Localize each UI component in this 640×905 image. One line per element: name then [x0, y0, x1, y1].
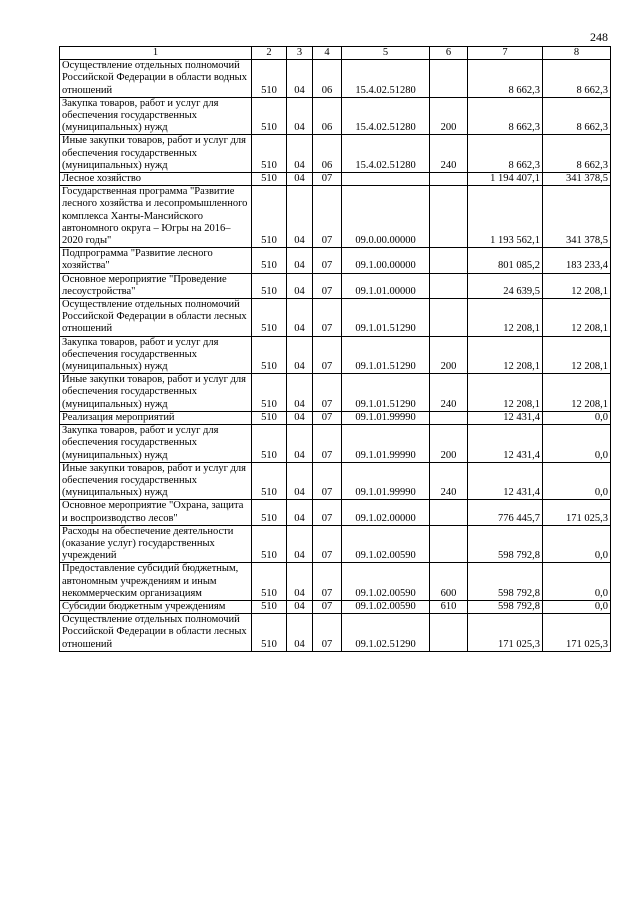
- table-row: [60, 462, 611, 500]
- table-row: [60, 411, 611, 424]
- target-article-cell: 09.1.01.99990: [342, 425, 430, 463]
- amount-cell: 0,0: [543, 462, 611, 500]
- amount-cell: 598 792,8: [468, 563, 543, 601]
- admin-code-cell: 510: [252, 614, 287, 652]
- target-article-cell: 09.1.00.00000: [342, 248, 430, 273]
- amount-cell: 598 792,8: [468, 600, 543, 613]
- amount-cell: 0,0: [543, 525, 611, 563]
- admin-code-cell: 510: [252, 500, 287, 525]
- admin-code-cell: 510: [252, 173, 287, 186]
- admin-code-cell: 510: [252, 60, 287, 98]
- amount-cell: 171 025,3: [543, 500, 611, 525]
- expense-type-cell: 610: [430, 600, 468, 613]
- row-description: Закупка товаров, работ и услуг для обеспечения государственных (муниципальных) нужд: [60, 97, 252, 135]
- expense-type-cell: [430, 186, 468, 248]
- section-cell: 04: [287, 411, 313, 424]
- row-description: Осуществление отдельных полномочий Российской Федерации в области лесных отношений: [60, 614, 252, 652]
- section-cell: 04: [287, 299, 313, 337]
- admin-code-cell: 510: [252, 273, 287, 298]
- admin-code-cell: 510: [252, 411, 287, 424]
- target-article-cell: 09.1.02.00590: [342, 563, 430, 601]
- subsection-cell: 07: [313, 299, 342, 337]
- table-row: [60, 563, 611, 601]
- table-row: [60, 299, 611, 337]
- subsection-cell: 07: [313, 173, 342, 186]
- amount-cell: 12 208,1: [543, 374, 611, 412]
- amount-cell: 1 194 407,1: [468, 173, 543, 186]
- expense-type-cell: 200: [430, 336, 468, 374]
- row-description: Предоставление субсидий бюджетным, автономным учреждениям и иным некоммерческим организациям: [60, 563, 252, 601]
- expense-type-cell: [430, 248, 468, 273]
- row-description: Государственная программа "Развитие лесного хозяйства и лесопромышленного комплекса Ханты-Мансийского автономного округа – Югры на 2016– 2020 годы": [60, 186, 252, 248]
- row-description: Основное мероприятие "Проведение лесоустройства": [60, 273, 252, 298]
- amount-cell: 12 208,1: [468, 374, 543, 412]
- table-row: [60, 336, 611, 374]
- amount-cell: 12 208,1: [543, 299, 611, 337]
- target-article-cell: 09.1.01.00000: [342, 273, 430, 298]
- target-article-cell: 09.1.01.51290: [342, 374, 430, 412]
- target-article-cell: 15.4.02.51280: [342, 97, 430, 135]
- target-article-cell: 09.1.01.51290: [342, 299, 430, 337]
- subsection-cell: 07: [313, 273, 342, 298]
- expense-type-cell: [430, 411, 468, 424]
- section-cell: 04: [287, 563, 313, 601]
- subsection-cell: 07: [313, 525, 342, 563]
- section-cell: 04: [287, 273, 313, 298]
- amount-cell: 24 639,5: [468, 273, 543, 298]
- amount-cell: 8 662,3: [468, 60, 543, 98]
- section-cell: 04: [287, 614, 313, 652]
- admin-code-cell: 510: [252, 563, 287, 601]
- section-cell: 04: [287, 374, 313, 412]
- expense-type-cell: 200: [430, 425, 468, 463]
- target-article-cell: 09.0.00.00000: [342, 186, 430, 248]
- table-row: [60, 614, 611, 652]
- row-description: Расходы на обеспечение деятельности (оказание услуг) государственных учреждений: [60, 525, 252, 563]
- section-cell: 04: [287, 525, 313, 563]
- table-row: [60, 97, 611, 135]
- amount-cell: 8 662,3: [468, 97, 543, 135]
- column-header: 5: [342, 47, 430, 60]
- column-header: 4: [313, 47, 342, 60]
- subsection-cell: 07: [313, 411, 342, 424]
- row-description: Иные закупки товаров, работ и услуг для обеспечения государственных (муниципальных) нужд: [60, 374, 252, 412]
- target-article-cell: 09.1.02.00590: [342, 600, 430, 613]
- amount-cell: 0,0: [543, 563, 611, 601]
- subsection-cell: 06: [313, 135, 342, 173]
- row-description: Реализация мероприятий: [60, 411, 252, 424]
- subsection-cell: 07: [313, 462, 342, 500]
- section-cell: 04: [287, 186, 313, 248]
- column-header: 7: [468, 47, 543, 60]
- target-article-cell: 09.1.02.51290: [342, 614, 430, 652]
- amount-cell: 8 662,3: [543, 97, 611, 135]
- expense-type-cell: [430, 500, 468, 525]
- target-article-cell: 15.4.02.51280: [342, 60, 430, 98]
- table-row: [60, 186, 611, 248]
- expense-type-cell: [430, 173, 468, 186]
- amount-cell: 12 208,1: [468, 299, 543, 337]
- admin-code-cell: 510: [252, 248, 287, 273]
- row-description: Закупка товаров, работ и услуг для обеспечения государственных (муниципальных) нужд: [60, 425, 252, 463]
- subsection-cell: 07: [313, 336, 342, 374]
- subsection-cell: 07: [313, 500, 342, 525]
- admin-code-cell: 510: [252, 600, 287, 613]
- subsection-cell: 07: [313, 374, 342, 412]
- row-description: Осуществление отдельных полномочий Российской Федерации в области водных отношений: [60, 60, 252, 98]
- amount-cell: 183 233,4: [543, 248, 611, 273]
- amount-cell: 0,0: [543, 411, 611, 424]
- expense-type-cell: 600: [430, 563, 468, 601]
- amount-cell: 1 193 562,1: [468, 186, 543, 248]
- admin-code-cell: 510: [252, 97, 287, 135]
- row-description: Подпрограмма "Развитие лесного хозяйства": [60, 248, 252, 273]
- target-article-cell: 09.1.01.99990: [342, 411, 430, 424]
- target-article-cell: [342, 173, 430, 186]
- table-row: [60, 600, 611, 613]
- section-cell: 04: [287, 500, 313, 525]
- table-row: [60, 273, 611, 298]
- table-row: [60, 425, 611, 463]
- table-row: [60, 500, 611, 525]
- expense-type-cell: [430, 525, 468, 563]
- section-cell: 04: [287, 173, 313, 186]
- target-article-cell: 09.1.01.99990: [342, 462, 430, 500]
- subsection-cell: 07: [313, 186, 342, 248]
- admin-code-cell: 510: [252, 336, 287, 374]
- amount-cell: 8 662,3: [468, 135, 543, 173]
- column-header: 6: [430, 47, 468, 60]
- row-description: Закупка товаров, работ и услуг для обеспечения государственных (муниципальных) нужд: [60, 336, 252, 374]
- row-description: Осуществление отдельных полномочий Российской Федерации в области лесных отношений: [60, 299, 252, 337]
- amount-cell: 12 431,4: [468, 425, 543, 463]
- column-header: 3: [287, 47, 313, 60]
- subsection-cell: 06: [313, 60, 342, 98]
- row-description: Субсидии бюджетным учреждениям: [60, 600, 252, 613]
- table-row: [60, 248, 611, 273]
- amount-cell: 12 208,1: [543, 336, 611, 374]
- section-cell: 04: [287, 248, 313, 273]
- page-number: 248: [590, 30, 608, 44]
- expense-type-cell: 240: [430, 462, 468, 500]
- target-article-cell: 09.1.01.51290: [342, 336, 430, 374]
- row-description: Основное мероприятие "Охрана, защита и воспроизводство лесов": [60, 500, 252, 525]
- subsection-cell: 07: [313, 614, 342, 652]
- expense-type-cell: [430, 273, 468, 298]
- column-header: 2: [252, 47, 287, 60]
- amount-cell: 776 445,7: [468, 500, 543, 525]
- subsection-cell: 07: [313, 600, 342, 613]
- row-description: Иные закупки товаров, работ и услуг для обеспечения государственных (муниципальных) нужд: [60, 462, 252, 500]
- admin-code-cell: 510: [252, 525, 287, 563]
- amount-cell: 8 662,3: [543, 135, 611, 173]
- section-cell: 04: [287, 425, 313, 463]
- amount-cell: 12 431,4: [468, 462, 543, 500]
- header-row: [60, 47, 611, 60]
- section-cell: 04: [287, 135, 313, 173]
- admin-code-cell: 510: [252, 135, 287, 173]
- expense-type-cell: [430, 299, 468, 337]
- admin-code-cell: 510: [252, 299, 287, 337]
- table-row: [60, 60, 611, 98]
- row-description: Иные закупки товаров, работ и услуг для обеспечения государственных (муниципальных) нужд: [60, 135, 252, 173]
- table-row: [60, 135, 611, 173]
- admin-code-cell: 510: [252, 186, 287, 248]
- amount-cell: 8 662,3: [543, 60, 611, 98]
- amount-cell: 12 208,1: [468, 336, 543, 374]
- amount-cell: 801 085,2: [468, 248, 543, 273]
- amount-cell: 171 025,3: [543, 614, 611, 652]
- amount-cell: 12 208,1: [543, 273, 611, 298]
- column-header: 1: [60, 47, 252, 60]
- section-cell: 04: [287, 97, 313, 135]
- amount-cell: 0,0: [543, 600, 611, 613]
- amount-cell: 598 792,8: [468, 525, 543, 563]
- table-row: [60, 173, 611, 186]
- subsection-cell: 06: [313, 97, 342, 135]
- amount-cell: 341 378,5: [543, 173, 611, 186]
- subsection-cell: 07: [313, 563, 342, 601]
- expense-type-cell: 240: [430, 135, 468, 173]
- amount-cell: 341 378,5: [543, 186, 611, 248]
- amount-cell: 12 431,4: [468, 411, 543, 424]
- subsection-cell: 07: [313, 425, 342, 463]
- section-cell: 04: [287, 60, 313, 98]
- subsection-cell: 07: [313, 248, 342, 273]
- table-body: [60, 60, 611, 652]
- expense-type-cell: 240: [430, 374, 468, 412]
- amount-cell: 171 025,3: [468, 614, 543, 652]
- budget-table: [59, 46, 611, 652]
- section-cell: 04: [287, 462, 313, 500]
- table-row: [60, 374, 611, 412]
- admin-code-cell: 510: [252, 425, 287, 463]
- amount-cell: 0,0: [543, 425, 611, 463]
- target-article-cell: 09.1.02.00000: [342, 500, 430, 525]
- expense-type-cell: 200: [430, 97, 468, 135]
- expense-type-cell: [430, 614, 468, 652]
- target-article-cell: 15.4.02.51280: [342, 135, 430, 173]
- target-article-cell: 09.1.02.00590: [342, 525, 430, 563]
- expense-type-cell: [430, 60, 468, 98]
- admin-code-cell: 510: [252, 374, 287, 412]
- row-description: Лесное хозяйство: [60, 173, 252, 186]
- section-cell: 04: [287, 600, 313, 613]
- column-header: 8: [543, 47, 611, 60]
- section-cell: 04: [287, 336, 313, 374]
- table-row: [60, 525, 611, 563]
- admin-code-cell: 510: [252, 462, 287, 500]
